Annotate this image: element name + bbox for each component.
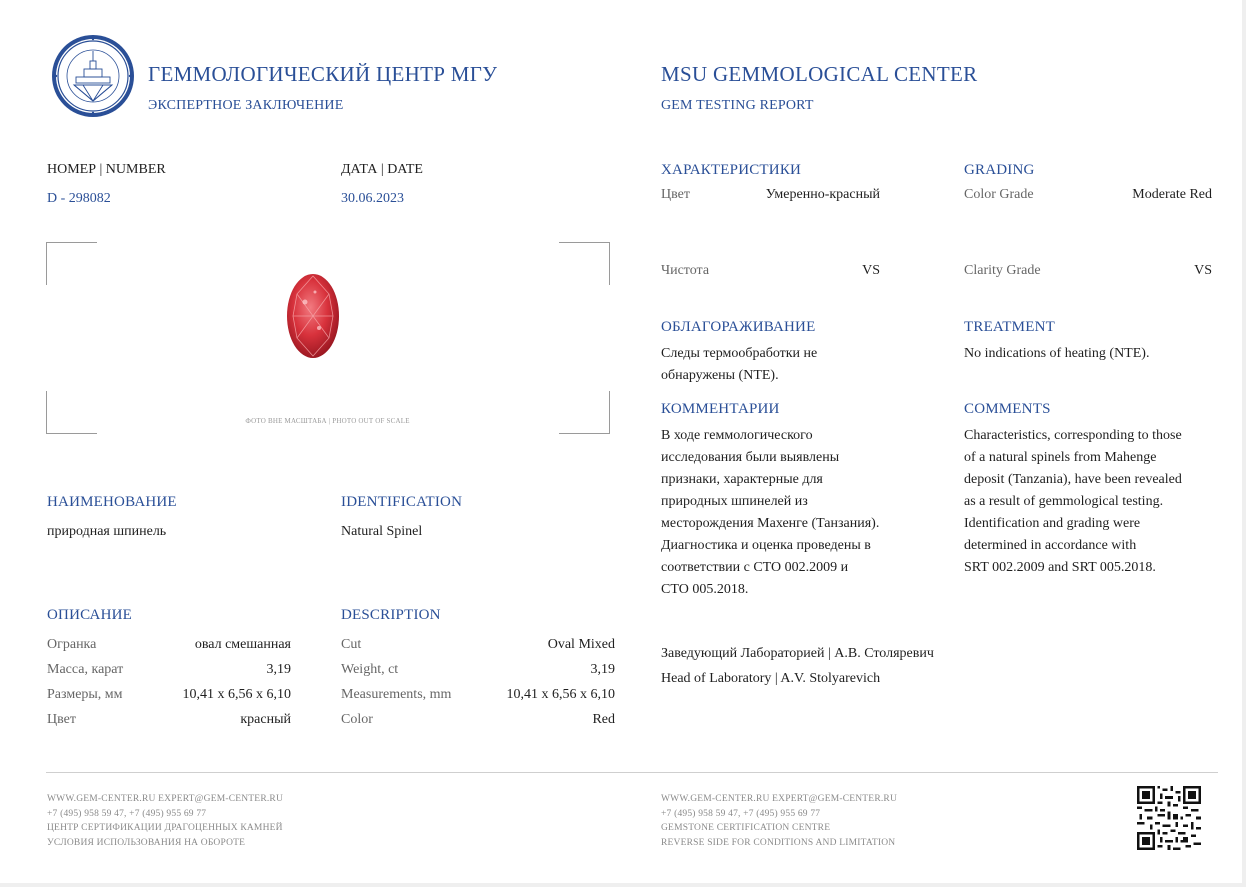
en-color-value: Red	[592, 712, 615, 727]
ru-clarity-label: Чистота	[661, 263, 710, 278]
comments-en-heading: COMMENTS	[964, 401, 1051, 417]
comments-en-text	[964, 425, 1234, 579]
identification-ru-heading: НАИМЕНОВАНИЕ	[47, 494, 177, 510]
en-color-label: Color	[341, 712, 373, 727]
treatment-ru-text	[661, 343, 931, 387]
comments-ru-line: месторождения Махенге (Танзания).	[661, 516, 880, 531]
en-title: MSU GEMMOLOGICAL CENTER	[661, 62, 978, 86]
en-color-grade-label: Color Grade	[964, 187, 1034, 202]
number-value: D - 298082	[47, 191, 111, 206]
ru-measurements-label: Размеры, мм	[47, 687, 123, 702]
ru-subtitle: ЭКСПЕРТНОЕ ЗАКЛЮЧЕНИЕ	[148, 98, 344, 113]
en-cut-value: Oval Mixed	[547, 637, 615, 652]
ru-color-label: Цвет	[47, 712, 76, 727]
comments-ru-heading: КОММЕНТАРИИ	[661, 401, 780, 417]
gemstone-photo-icon	[285, 272, 341, 360]
ru-cut-value: овал смешанная	[194, 637, 291, 652]
footer-left-line: WWW.GEM-CENTER.RU EXPERT@GEM-CENTER.RU	[47, 794, 284, 804]
comments-en-line: deposit (Tanzania), have been revealed	[964, 472, 1182, 487]
footer-right-line: REVERSE SIDE FOR CONDITIONS AND LIMITATION	[661, 837, 896, 848]
description-en-heading: DESCRIPTION	[341, 607, 441, 623]
en-cut-label: Cut	[341, 637, 362, 652]
date-value: 30.06.2023	[341, 191, 404, 206]
ru-cut-label: Огранка	[47, 637, 97, 652]
number-label: НОМЕР | NUMBER	[47, 162, 166, 177]
footer-left	[47, 792, 283, 850]
comments-en-line: Identification and grading were	[964, 516, 1141, 531]
comments-en-line: SRT 002.2009 and SRT 005.2018.	[964, 560, 1156, 575]
comments-en-line: determined in accordance with	[964, 538, 1137, 553]
treatment-ru-line: обнаружены (NTE).	[661, 368, 779, 383]
treatment-en-heading: TREATMENT	[964, 319, 1055, 335]
footer-divider	[46, 772, 1218, 773]
footer-right-line: WWW.GEM-CENTER.RU EXPERT@GEM-CENTER.RU	[661, 794, 898, 804]
frame-corner-bottom-right	[559, 391, 610, 434]
en-weight-value: 3,19	[590, 662, 615, 677]
footer-left-line: УСЛОВИЯ ИСПОЛЬЗОВАНИЯ НА ОБОРОТЕ	[47, 837, 246, 848]
page-edge-bottom	[0, 883, 1246, 887]
treatment-ru-heading: ОБЛАГОРАЖИВАНИЕ	[661, 319, 816, 335]
comments-en-line: Characteristics, corresponding to those	[964, 428, 1182, 443]
footer-right-line: GEMSTONE CERTIFICATION CENTRE	[661, 823, 831, 833]
comments-ru-line: Диагностика и оценка проведены в	[661, 538, 871, 553]
treatment-ru-line: Следы термообработки не	[661, 346, 818, 361]
ru-color-value: красный	[240, 712, 291, 727]
comments-ru-line: природных шпинелей из	[661, 494, 808, 509]
en-subtitle: GEM TESTING REPORT	[661, 98, 814, 113]
en-weight-label: Weight, ct	[341, 662, 399, 677]
frame-corner-top-left	[46, 242, 97, 285]
qr-code-icon[interactable]	[1137, 786, 1201, 850]
identification-en-heading: IDENTIFICATION	[341, 494, 463, 510]
grading-en-heading: GRADING	[964, 162, 1035, 178]
en-measurements-value: 10,41 x 6,56 x 6,10	[506, 687, 615, 702]
photo-caption: ФОТО ВНЕ МАСШТАБА | PHOTO OUT OF SCALE	[245, 417, 410, 425]
msu-logo-icon	[50, 33, 136, 119]
en-measurements-label: Measurements, mm	[341, 687, 452, 702]
signature-ru: Заведующий Лабораторией | А.В. Столяревич	[661, 646, 934, 661]
treatment-en-text	[964, 343, 1234, 365]
comments-ru-line: В ходе геммологического	[661, 428, 813, 443]
frame-corner-bottom-left	[46, 391, 97, 434]
en-clarity-value: VS	[1194, 263, 1212, 278]
treatment-en-line: No indications of heating (NTE).	[964, 346, 1150, 361]
ru-measurements-value: 10,41 x 6,56 x 6,10	[182, 687, 291, 702]
date-label: ДАТА | DATE	[341, 162, 423, 177]
en-clarity-label: Clarity Grade	[964, 263, 1041, 278]
page-edge-right	[1242, 0, 1246, 887]
grading-ru-heading: ХАРАКТЕРИСТИКИ	[661, 162, 802, 178]
footer-left-line: +7 (495) 958 59 47, +7 (495) 955 69 77	[47, 808, 207, 819]
ru-weight-label: Масса, карат	[47, 662, 124, 677]
frame-corner-top-right	[559, 242, 610, 285]
comments-ru-line: соответствии с СТО 002.2009 и	[661, 560, 849, 575]
ru-title: ГЕММОЛОГИЧЕСКИЙ ЦЕНТР МГУ	[148, 62, 498, 86]
comments-ru-line: признаки, характерные для	[661, 472, 823, 487]
footer-right-line: +7 (495) 958 59 47, +7 (495) 955 69 77	[661, 808, 821, 819]
footer-left-line: ЦЕНТР СЕРТИФИКАЦИИ ДРАГОЦЕННЫХ КАМНЕЙ	[47, 823, 283, 833]
footer-right	[661, 792, 897, 850]
ru-clarity-value: VS	[862, 263, 880, 278]
identification-ru-value: природная шпинель	[47, 524, 167, 539]
comments-en-line: as a result of gemmological testing.	[964, 494, 1164, 509]
identification-en-value: Natural Spinel	[341, 524, 423, 539]
en-color-grade-value: Moderate Red	[1132, 187, 1212, 202]
ru-color-grade-label: Цвет	[661, 187, 690, 202]
comments-ru-text	[661, 425, 951, 601]
comments-ru-line: СТО 005.2018.	[661, 582, 749, 597]
comments-ru-line: исследования были выявлены	[661, 450, 840, 465]
ru-color-grade-value: Умеренно-красный	[765, 187, 880, 202]
description-ru-heading: ОПИСАНИЕ	[47, 607, 133, 623]
comments-en-line: of a natural spinels from Mahenge	[964, 450, 1157, 465]
ru-weight-value: 3,19	[266, 662, 291, 677]
signature-en: Head of Laboratory | A.V. Stolyarevich	[661, 671, 881, 686]
